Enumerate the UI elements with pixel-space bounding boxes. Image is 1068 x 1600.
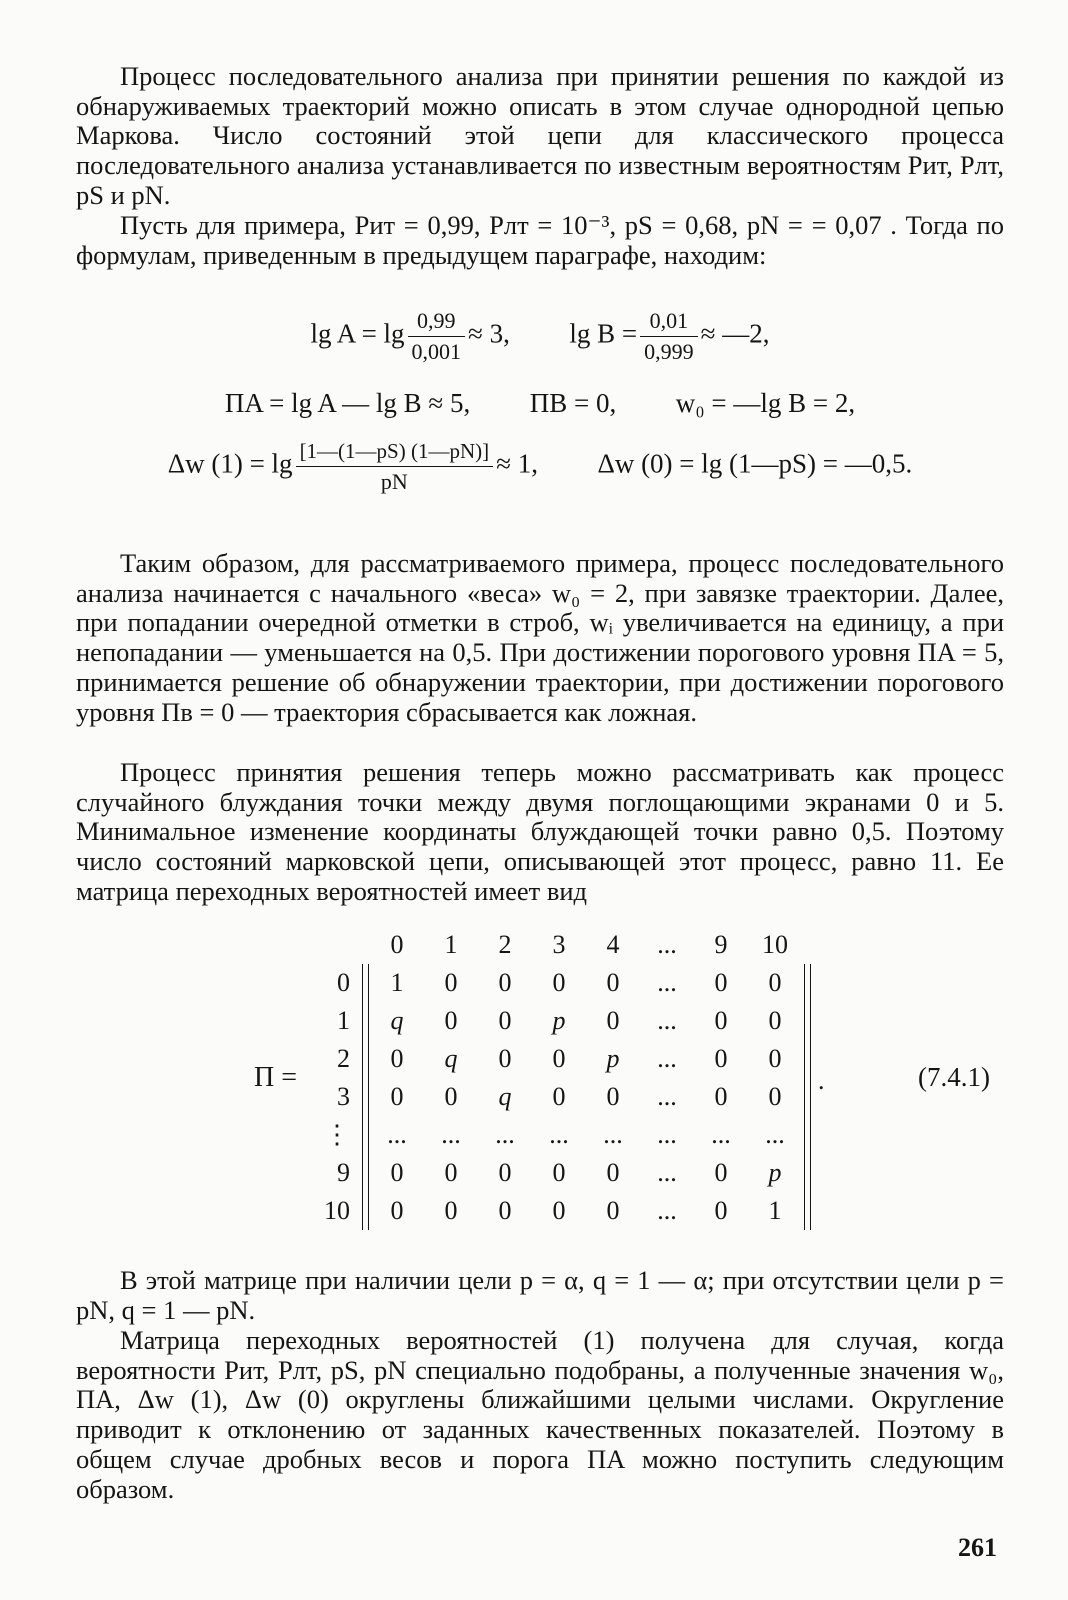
fraction-lgA-num: 0,99 [408, 308, 466, 337]
matrix-cell: ... [657, 1082, 677, 1111]
matrix-cell: 0 [714, 1158, 728, 1187]
paragraph-matrix-parameters: В этой матрице при наличии цели p = α, q = 1 — α; при отсутствии цели p = pN, q = 1 — pN. [76, 1265, 1004, 1325]
matrix-row [306, 1154, 812, 1192]
matrix-col-header: 4 [606, 930, 620, 959]
paragraph-rounding-note: Матрица переходных вероятностей (1) получена для случая, когда вероятности Pит, Pлт, pS, pN специально подобраны, а полученные значения w₀, ПA, Δw (1), Δw (0) округлены ближайшими целыми числами. Округление приводит к отклонению от заданных качественных показателей. Поэтому в общем случае дробных весов и порога ПA можно поступить следующим образом. [76, 1325, 1004, 1504]
matrix-cell: 0 [498, 1158, 512, 1187]
fraction-lgA-den: 0,001 [411, 339, 462, 364]
eq-w0: w₀ = —lg B = 2, [675, 388, 856, 418]
matrix-cell: 0 [768, 1082, 782, 1111]
matrix-cell: ... [657, 1006, 677, 1035]
matrix-cell: 0 [390, 1082, 404, 1111]
equation-thresholds [76, 388, 1004, 419]
fraction-dw1-num: [1—(1—pS) (1—pN)] [296, 438, 494, 467]
matrix-cell: 0 [768, 1044, 782, 1073]
matrix-cell: 0 [444, 1082, 458, 1111]
paragraph-random-walk: Процесс принятия решения теперь можно рассматривать как процесс случайного блуждания точки между двумя поглощающими экранами 0 и 5. Минимальное изменение координаты блуждающей точки равно 0,5. Поэтому число состояний марковской цепи, описывающей этот процесс, равно 11. Ее матрица переходных вероятностей имеет вид [76, 757, 1004, 906]
matrix-col-header: ... [657, 930, 677, 959]
matrix-row-label: 1 [337, 1006, 350, 1035]
matrix-cell: ... [711, 1120, 731, 1149]
matrix-cell: 0 [606, 968, 620, 997]
matrix-cell: p [768, 1158, 782, 1187]
matrix-row-label: ⋮ [324, 1120, 350, 1149]
matrix-table [306, 926, 812, 1230]
matrix-row [306, 1116, 812, 1154]
matrix-cell: p [606, 1044, 620, 1073]
matrix-row [306, 1002, 812, 1040]
matrix-col-header: 10 [762, 930, 788, 959]
matrix-cell: ... [657, 1196, 677, 1225]
fraction-lgB [640, 308, 698, 365]
matrix-col-header: 9 [714, 930, 728, 959]
paragraph-markov-chain-intro: Процесс последовательного анализа при принятии решения по каждой из обнаруживаемых траекторий можно описать в этом случае однородной цепью Маркова. Число состояний этой цепи для классического процесса последовательного анализа устанавливается по известным вероятностям Pит, Pлт, pS и pN. [76, 61, 1004, 210]
matrix-row-label: 9 [337, 1158, 350, 1187]
matrix-cell: 0 [498, 1044, 512, 1073]
paragraph-example-values: Пусть для примера, Pит = 0,99, Pлт = 10⁻³, pS = 0,68, pN = = 0,07 . Тогда по формулам, приведенным в предыдущем параграфе, находим: [76, 210, 1004, 270]
transition-matrix [0, 926, 1068, 1226]
matrix-cell: 0 [390, 1196, 404, 1225]
matrix-col-header: 3 [552, 930, 566, 959]
matrix-cell: q [444, 1044, 458, 1073]
matrix-cell: 0 [390, 1158, 404, 1187]
fraction-dw1-den: pN [380, 469, 408, 494]
matrix-cell: q [498, 1082, 512, 1111]
matrix-cell: 0 [390, 1044, 404, 1073]
matrix-cell: ... [603, 1120, 623, 1149]
matrix-cell: 0 [606, 1196, 620, 1225]
matrix-cell: 1 [390, 968, 404, 997]
matrix-cell: ... [765, 1120, 785, 1149]
matrix-row [306, 964, 812, 1002]
matrix-cell: 0 [606, 1082, 620, 1111]
matrix-label: П = [254, 1062, 298, 1093]
equation-number: (7.4.1) [918, 1062, 990, 1092]
eq-dw1-lhs: Δw (1) = lg [167, 448, 293, 479]
matrix-cell: 0 [552, 968, 566, 997]
fraction-dw1 [296, 438, 494, 495]
matrix-cell: 0 [444, 1196, 458, 1225]
matrix-cell: 0 [714, 1044, 728, 1073]
matrix-cell: ... [657, 1158, 677, 1187]
eq-PiB: ПB = 0, [529, 388, 617, 418]
matrix-cell: 0 [444, 1006, 458, 1035]
matrix-cell: 0 [552, 1196, 566, 1225]
eq-lgB-rhs: ≈ —2, [700, 318, 770, 349]
matrix-cell: 0 [552, 1158, 566, 1187]
eq-lgA-rhs: ≈ 3, [468, 318, 510, 349]
matrix-row-label: 10 [324, 1196, 350, 1225]
matrix-cell: ... [387, 1120, 407, 1149]
fraction-lgB-num: 0,01 [640, 308, 698, 337]
matrix-cell: ... [441, 1120, 461, 1149]
equation-lgA-lgB [76, 308, 1004, 365]
matrix-row-label: 2 [337, 1044, 350, 1073]
matrix-cell: 0 [552, 1044, 566, 1073]
matrix-row [306, 1192, 812, 1230]
matrix-cell: 0 [768, 1006, 782, 1035]
matrix-cell: 0 [498, 968, 512, 997]
matrix-col-header: 0 [390, 930, 404, 959]
eq-PiA: ПA = lg A — lg B ≈ 5, [224, 388, 471, 418]
paragraph-process-description: Таким образом, для рассматриваемого примера, процесс последовательного анализа начинается с начального «веса» w₀ = 2, при завязке траектории. Далее, при попадании очередной отметки в строб, wᵢ увеличивается на единицу, а при непопадании — уменьшается на 0,5. При достижении порогового уровня ПA = 5, принимается решение об обнаружении траектории, при достижении порогового уровня Пв = 0 — траектория сбрасывается как ложная. [76, 548, 1004, 727]
matrix-row [306, 1078, 812, 1116]
matrix-cell: ... [657, 968, 677, 997]
matrix-cell: ... [495, 1120, 515, 1149]
fraction-lgB-den: 0,999 [644, 339, 694, 364]
eq-lgB-lhs: lg B = [569, 318, 638, 349]
eq-lgA-lhs: lg A = lg [310, 318, 405, 349]
matrix-cell: 0 [444, 1158, 458, 1187]
matrix-cell: ... [549, 1120, 569, 1149]
matrix-row-label: 0 [337, 968, 350, 997]
matrix-cell: 0 [444, 968, 458, 997]
matrix-cell: 0 [498, 1196, 512, 1225]
matrix-cell: 0 [552, 1082, 566, 1111]
matrix-period: . [818, 1066, 825, 1095]
matrix-cell: 0 [768, 968, 782, 997]
matrix-cell: q [390, 1006, 404, 1035]
matrix-row-label: 3 [337, 1082, 350, 1111]
matrix-cell: ... [657, 1044, 677, 1073]
matrix-cell: 0 [498, 1006, 512, 1035]
matrix-cell: p [552, 1006, 566, 1035]
matrix-cell: 0 [714, 1196, 728, 1225]
fraction-lgA [408, 308, 466, 365]
matrix-cell: 1 [768, 1196, 782, 1225]
matrix-header-row [306, 926, 812, 964]
equation-weight-increments [76, 438, 1004, 495]
matrix-cell: 0 [714, 968, 728, 997]
matrix-cell: 0 [606, 1006, 620, 1035]
matrix-cell: 0 [714, 1082, 728, 1111]
eq-dw0: Δw (0) = lg (1—pS) = —0,5. [597, 448, 913, 479]
matrix-cell: 0 [714, 1006, 728, 1035]
matrix-row [306, 1040, 812, 1078]
matrix-col-header: 2 [498, 930, 512, 959]
page-number: 261 [958, 1533, 997, 1562]
matrix-cell: 0 [606, 1158, 620, 1187]
eq-dw1-rhs: ≈ 1, [496, 448, 538, 479]
matrix-col-header: 1 [444, 930, 458, 959]
matrix-cell: ... [657, 1120, 677, 1149]
